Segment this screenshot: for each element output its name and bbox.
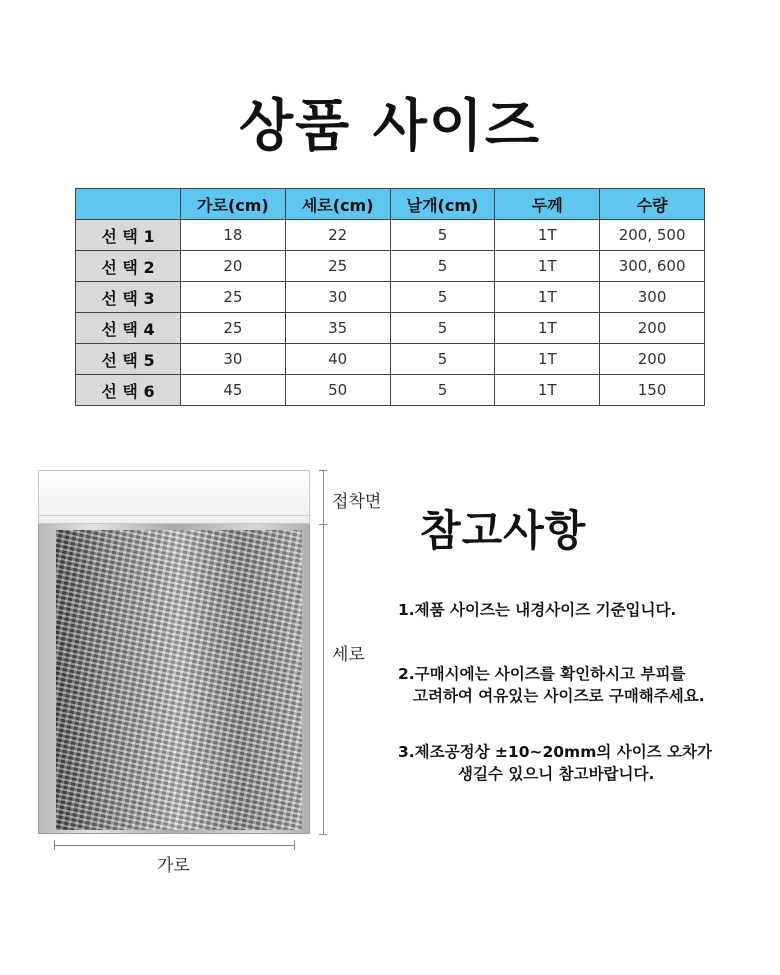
dimension-tick-left — [54, 840, 55, 850]
cell-flap: 5 — [390, 220, 495, 251]
cell-width: 20 — [181, 251, 286, 282]
row-label: 선 택 5 — [76, 344, 181, 375]
header-height: 세로(cm) — [285, 189, 390, 220]
cell-flap: 5 — [390, 344, 495, 375]
dimension-tick-flap — [319, 524, 327, 525]
bag-foil-surface — [56, 530, 302, 830]
cell-height: 25 — [285, 251, 390, 282]
height-label: 세로 — [332, 645, 365, 665]
header-thickness: 두께 — [495, 189, 600, 220]
row-label: 선 택 4 — [76, 313, 181, 344]
note-1: 1.제품 사이즈는 내경사이즈 기준입니다. — [398, 601, 677, 619]
cell-thickness: 1T — [495, 313, 600, 344]
cell-flap: 5 — [390, 251, 495, 282]
row-label: 선 택 6 — [76, 375, 181, 406]
note-2-line-1: 2.구매시에는 사이즈를 확인하시고 부피를 — [398, 665, 686, 683]
header-quantity: 수량 — [600, 189, 705, 220]
cell-thickness: 1T — [495, 251, 600, 282]
cell-flap: 5 — [390, 282, 495, 313]
row-label: 선 택 3 — [76, 282, 181, 313]
cell-width: 25 — [181, 313, 286, 344]
cell-quantity: 200, 500 — [600, 220, 705, 251]
cell-quantity: 300 — [600, 282, 705, 313]
cell-height: 30 — [285, 282, 390, 313]
note-3-line-1: 3.제조공정상 ±10~20mm의 사이즈 오차가 — [398, 743, 712, 761]
size-table — [75, 188, 705, 406]
cell-width: 18 — [181, 220, 286, 251]
cell-flap: 5 — [390, 375, 495, 406]
width-label: 가로 — [157, 856, 190, 876]
table-header-row — [76, 189, 705, 220]
adhesive-label: 접착면 — [332, 492, 382, 512]
cell-quantity: 200 — [600, 313, 705, 344]
cell-thickness: 1T — [495, 375, 600, 406]
cell-height: 35 — [285, 313, 390, 344]
flap-seal-line — [39, 515, 311, 516]
table-row — [76, 251, 705, 282]
table-row — [76, 344, 705, 375]
dimension-tick-bottom — [319, 834, 327, 835]
dimension-tick-top — [319, 470, 327, 471]
header-flap: 날개(cm) — [390, 189, 495, 220]
table-row — [76, 375, 705, 406]
notes-title: 참고사항 — [420, 506, 587, 555]
cell-quantity: 150 — [600, 375, 705, 406]
cell-height: 40 — [285, 344, 390, 375]
row-label: 선 택 2 — [76, 251, 181, 282]
cell-height: 22 — [285, 220, 390, 251]
bag-adhesive-flap — [38, 470, 310, 524]
row-label: 선 택 1 — [76, 220, 181, 251]
table-row — [76, 313, 705, 344]
note-2-line-2: 고려하여 여유있는 사이즈로 구매해주세요. — [413, 687, 705, 705]
cell-width: 45 — [181, 375, 286, 406]
width-dimension-line — [54, 845, 294, 846]
cell-thickness: 1T — [495, 344, 600, 375]
header-width: 가로(cm) — [181, 189, 286, 220]
cell-flap: 5 — [390, 313, 495, 344]
cell-quantity: 300, 600 — [600, 251, 705, 282]
cell-width: 30 — [181, 344, 286, 375]
table-row — [76, 220, 705, 251]
cell-quantity: 200 — [600, 344, 705, 375]
cell-thickness: 1T — [495, 282, 600, 313]
bag-illustration — [38, 470, 310, 834]
table-row — [76, 282, 705, 313]
note-3-line-2: 생길수 있으니 참고바랍니다. — [458, 765, 655, 783]
table-corner-cell — [76, 189, 181, 220]
cell-height: 50 — [285, 375, 390, 406]
dimension-tick-right — [294, 840, 295, 850]
page-title: 상품 사이즈 — [239, 94, 541, 159]
cell-width: 25 — [181, 282, 286, 313]
cell-thickness: 1T — [495, 220, 600, 251]
